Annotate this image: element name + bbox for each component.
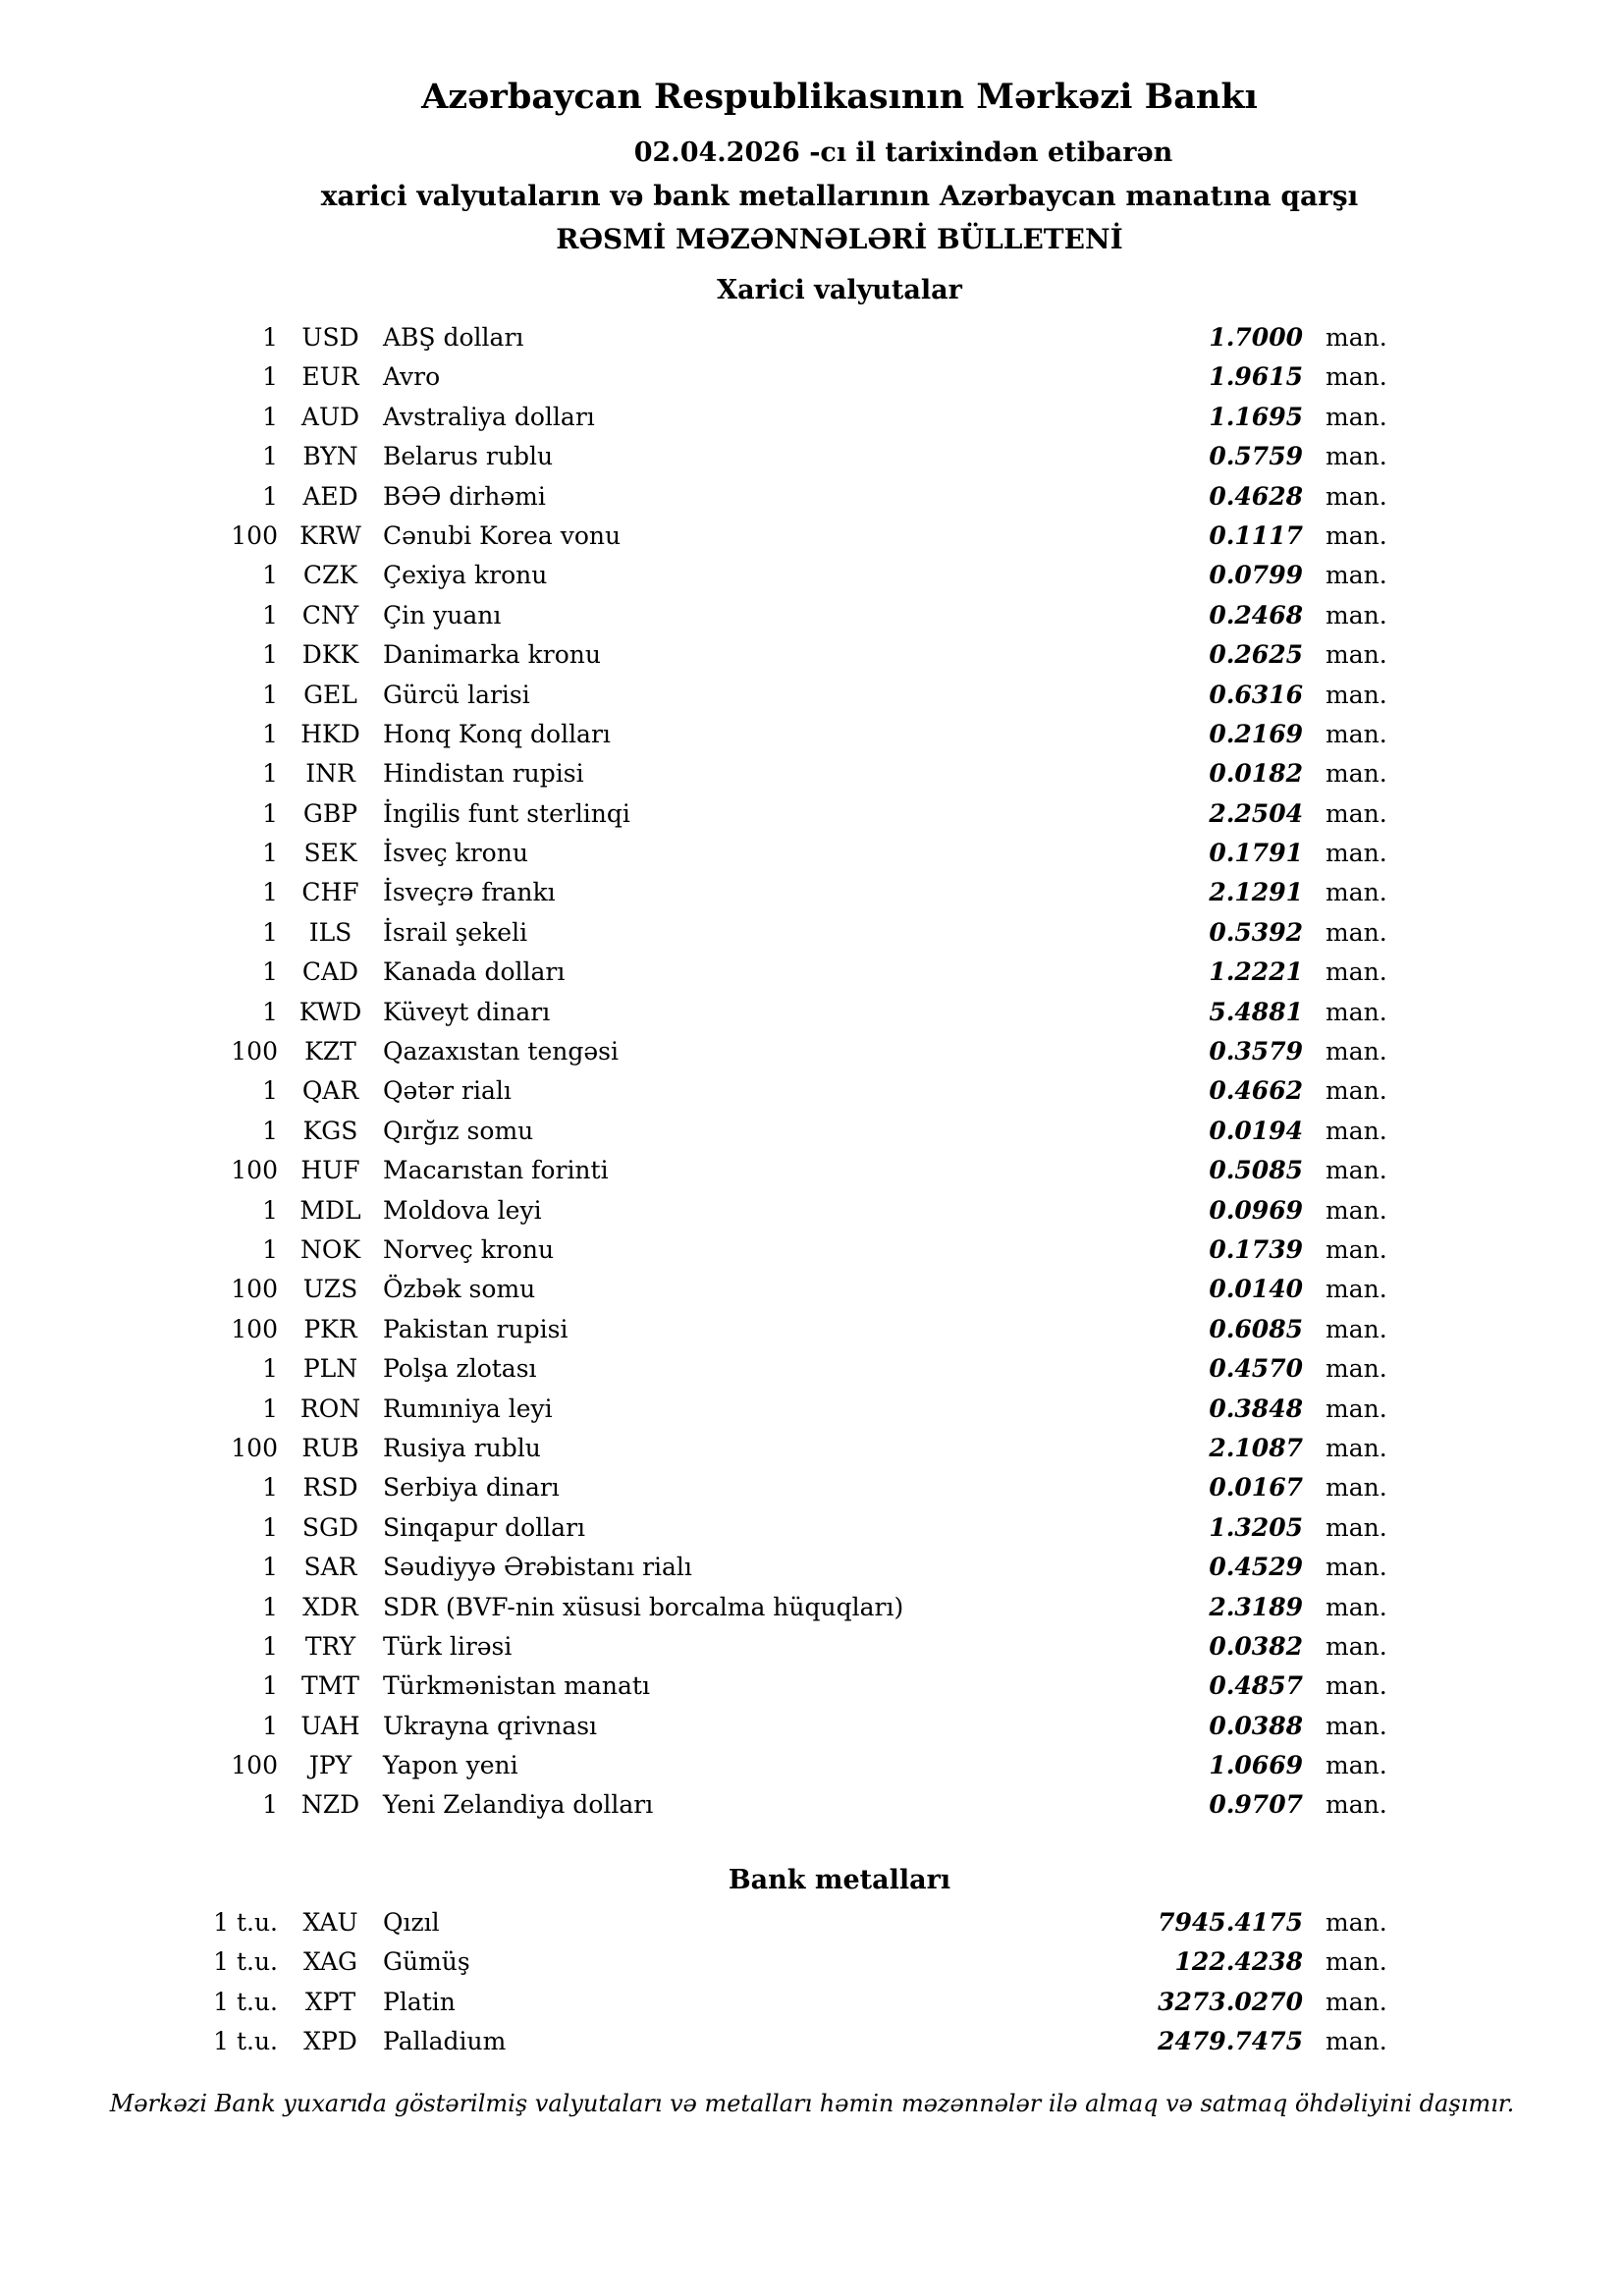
row-quantity: 1 t.u.: [213, 1947, 278, 1977]
unit-label: man.: [1326, 1076, 1387, 1106]
unit-label: man.: [1326, 1671, 1387, 1701]
rate-row: [0, 357, 1624, 397]
currency-name: Qızıl: [383, 1908, 440, 1937]
exchange-rate: 0.5759: [1209, 442, 1303, 471]
rate-row: [0, 715, 1624, 754]
currency-code: ILS: [308, 917, 352, 947]
unit-label: man.: [1326, 680, 1387, 709]
section-heading-currencies: Xarici valyutalar: [717, 275, 962, 305]
exchange-rate: 0.0182: [1209, 759, 1303, 789]
currency-code: USD: [301, 323, 359, 352]
exchange-rate: 1.9615: [1209, 362, 1303, 392]
currency-code: KZT: [304, 1037, 356, 1066]
currency-code: JPY: [308, 1751, 352, 1780]
currency-code: AED: [302, 481, 358, 511]
section-heading-metals: Bank metalları: [728, 1865, 951, 1895]
exchange-rate: 0.2625: [1209, 640, 1303, 670]
unit-label: man.: [1326, 1275, 1387, 1304]
row-quantity: 100: [231, 1275, 278, 1304]
row-quantity: 1: [262, 600, 278, 629]
bulletin-title: RƏSMİ MƏZƏNNƏLƏRİ BÜLLETENİ: [556, 223, 1123, 255]
currency-code: RSD: [302, 1473, 358, 1503]
rate-row: [0, 556, 1624, 595]
rate-row: [0, 1627, 1624, 1667]
exchange-rate: 0.0382: [1209, 1631, 1303, 1661]
currency-name: Hindistan rupisi: [383, 759, 584, 789]
currency-name: Serbiya dinarı: [383, 1473, 560, 1503]
row-quantity: 1: [262, 680, 278, 709]
currency-code: UAH: [300, 1711, 360, 1740]
rate-row: [0, 1468, 1624, 1507]
currency-name: Özbək somu: [383, 1275, 536, 1304]
currency-code: TRY: [304, 1631, 356, 1661]
rate-row: [0, 754, 1624, 793]
row-quantity: 1: [262, 917, 278, 947]
unit-label: man.: [1326, 1394, 1387, 1423]
unit-label: man.: [1326, 520, 1387, 550]
rate-row: [0, 1310, 1624, 1349]
currency-name: İsveçrə frankı: [383, 878, 556, 907]
currency-rates-table: [0, 318, 1624, 1826]
unit-label: man.: [1326, 323, 1387, 352]
effective-date-line: 02.04.2026 -cı il tarixindən etibarən: [633, 137, 1173, 168]
unit-label: man.: [1326, 1037, 1387, 1066]
currency-name: Kanada dolları: [383, 957, 566, 987]
exchange-rate: 122.4238: [1174, 1947, 1303, 1977]
unit-label: man.: [1326, 481, 1387, 511]
exchange-rate: 0.4628: [1209, 481, 1303, 511]
exchange-rate: 0.4662: [1209, 1076, 1303, 1106]
currency-code: EUR: [301, 362, 359, 392]
currency-code: GBP: [302, 798, 358, 828]
currency-name: Türkmənistan manatı: [383, 1671, 650, 1701]
currency-code: CNY: [301, 600, 359, 629]
exchange-rate: 0.9707: [1209, 1790, 1303, 1820]
exchange-rate: 0.0167: [1209, 1473, 1303, 1503]
currency-code: PKR: [303, 1314, 357, 1343]
rate-row: [0, 1548, 1624, 1587]
currency-code: HUF: [300, 1156, 360, 1185]
exchange-rate: 0.2169: [1209, 719, 1303, 748]
currency-code: XAG: [303, 1947, 357, 1977]
currency-name: ABŞ dolları: [383, 323, 524, 352]
currency-name: Çexiya kronu: [383, 561, 548, 590]
currency-name: Sinqapur dolları: [383, 1512, 586, 1542]
currency-code: XPD: [303, 2027, 357, 2056]
row-quantity: 1: [262, 719, 278, 748]
row-quantity: 100: [231, 1433, 278, 1462]
exchange-rate: 0.0969: [1209, 1195, 1303, 1225]
row-quantity: 1: [262, 442, 278, 471]
exchange-rate: 7945.4175: [1158, 1908, 1303, 1937]
currency-code: TMT: [301, 1671, 359, 1701]
unit-label: man.: [1326, 442, 1387, 471]
currency-name: Səudiyyə Ərəbistanı rialı: [383, 1553, 692, 1582]
exchange-rate: 0.0194: [1209, 1116, 1303, 1145]
exchange-rate: 1.2221: [1209, 957, 1303, 987]
unit-label: man.: [1326, 2027, 1387, 2056]
currency-name: Türk lirəsi: [383, 1631, 513, 1661]
unit-label: man.: [1326, 1790, 1387, 1820]
currency-code: CHF: [301, 878, 359, 907]
row-quantity: 1: [262, 798, 278, 828]
currency-code: RUB: [301, 1433, 359, 1462]
currency-name: Avstraliya dolları: [383, 402, 595, 431]
rate-row: [0, 477, 1624, 517]
currency-code: HKD: [300, 719, 360, 748]
row-quantity: 1: [262, 957, 278, 987]
rate-row: [0, 794, 1624, 834]
exchange-rate: 1.3205: [1209, 1512, 1303, 1542]
currency-name: Norveç kronu: [383, 1234, 555, 1264]
exchange-rate: 2.1087: [1209, 1433, 1303, 1462]
exchange-rate: 3273.0270: [1158, 1987, 1303, 2016]
exchange-rate: 0.6316: [1209, 680, 1303, 709]
currency-name: Platin: [383, 1987, 456, 2016]
currency-code: CAD: [301, 957, 359, 987]
unit-label: man.: [1326, 1195, 1387, 1225]
unit-label: man.: [1326, 1947, 1387, 1977]
row-quantity: 1: [262, 839, 278, 868]
unit-label: man.: [1326, 957, 1387, 987]
unit-label: man.: [1326, 917, 1387, 947]
row-quantity: 100: [231, 1751, 278, 1780]
currency-name: Macarıstan forinti: [383, 1156, 609, 1185]
unit-label: man.: [1326, 1433, 1387, 1462]
page-title: Azərbaycan Respublikasının Mərkəzi Bankı: [421, 77, 1258, 117]
exchange-rate: 0.1117: [1209, 520, 1303, 550]
exchange-rate: 1.1695: [1209, 402, 1303, 431]
rate-row: [0, 1270, 1624, 1309]
rate-row: [0, 1942, 1624, 1982]
rate-row: [0, 635, 1624, 675]
row-quantity: 1: [262, 561, 278, 590]
row-quantity: 1: [262, 1631, 278, 1661]
currency-code: SGD: [301, 1512, 359, 1542]
exchange-rate: 2479.7475: [1158, 2027, 1303, 2056]
row-quantity: 1: [262, 1553, 278, 1582]
row-quantity: 1: [262, 1354, 278, 1384]
rate-row: [0, 1667, 1624, 1706]
rate-row: [0, 676, 1624, 715]
currency-name: Honq Konq dolları: [383, 719, 611, 748]
currency-name: Palladium: [383, 2027, 507, 2056]
exchange-rate: 0.3848: [1209, 1394, 1303, 1423]
rate-row: [0, 1071, 1624, 1111]
unit-label: man.: [1326, 1631, 1387, 1661]
row-quantity: 1: [262, 1671, 278, 1701]
unit-label: man.: [1326, 839, 1387, 868]
row-quantity: 1: [262, 362, 278, 392]
row-quantity: 1: [262, 759, 278, 789]
unit-label: man.: [1326, 600, 1387, 629]
row-quantity: 1: [262, 878, 278, 907]
currency-name: Yapon yeni: [383, 1751, 518, 1780]
currency-name: Cənubi Korea vonu: [383, 520, 622, 550]
currency-code: CZK: [302, 561, 358, 590]
row-quantity: 1 t.u.: [213, 2027, 278, 2056]
row-quantity: 100: [231, 1037, 278, 1066]
exchange-rate: 1.0669: [1209, 1751, 1303, 1780]
rate-row: [0, 1903, 1624, 1942]
exchange-rate: 0.4570: [1209, 1354, 1303, 1384]
currency-code: SAR: [303, 1553, 357, 1582]
row-quantity: 1: [262, 1076, 278, 1106]
rate-row: [0, 834, 1624, 873]
rate-row: [0, 398, 1624, 437]
unit-label: man.: [1326, 640, 1387, 670]
row-quantity: 1: [262, 1592, 278, 1621]
unit-label: man.: [1326, 1314, 1387, 1343]
exchange-rate: 0.5085: [1209, 1156, 1303, 1185]
rate-row: [0, 913, 1624, 953]
rate-row: [0, 1032, 1624, 1071]
rate-row: [0, 873, 1624, 912]
exchange-rate: 1.7000: [1209, 323, 1303, 352]
rate-row: [0, 1230, 1624, 1270]
row-quantity: 1: [262, 481, 278, 511]
currency-name: Ukrayna qrivnası: [383, 1711, 598, 1740]
currency-name: Polşa zlotası: [383, 1354, 537, 1384]
footer-note: Mərkəzi Bank yuxarıda göstərilmiş valyutaları və metalları həmin məzənnələr ilə almaq və satmaq öhdəliyini daşımır.: [109, 2090, 1515, 2117]
rate-row: [0, 953, 1624, 992]
rate-row: [0, 1508, 1624, 1548]
subtitle: xarici valyutaların və bank metallarının Azərbaycan manatına qarşı: [320, 180, 1359, 212]
unit-label: man.: [1326, 1234, 1387, 1264]
exchange-rate: 0.6085: [1209, 1314, 1303, 1343]
rate-row: [0, 1151, 1624, 1190]
unit-label: man.: [1326, 561, 1387, 590]
exchange-rate: 0.2468: [1209, 600, 1303, 629]
currency-code: AUD: [300, 402, 360, 431]
currency-name: Qırğız somu: [383, 1116, 534, 1145]
currency-name: Rumıniya leyi: [383, 1394, 553, 1423]
unit-label: man.: [1326, 1512, 1387, 1542]
currency-code: KRW: [299, 520, 361, 550]
exchange-rate: 0.4529: [1209, 1553, 1303, 1582]
row-quantity: 1: [262, 997, 278, 1026]
currency-name: Yeni Zelandiya dolları: [383, 1790, 654, 1820]
exchange-rate: 0.5392: [1209, 917, 1303, 947]
unit-label: man.: [1326, 1156, 1387, 1185]
exchange-rate: 0.1791: [1209, 839, 1303, 868]
currency-code: RON: [299, 1394, 361, 1423]
rate-row: [0, 1983, 1624, 2022]
exchange-rate: 0.0140: [1209, 1275, 1303, 1304]
row-quantity: 1: [262, 1234, 278, 1264]
unit-label: man.: [1326, 1473, 1387, 1503]
unit-label: man.: [1326, 719, 1387, 748]
currency-code: UZS: [302, 1275, 358, 1304]
currency-name: Moldova leyi: [383, 1195, 542, 1225]
row-quantity: 1: [262, 1116, 278, 1145]
currency-name: Çin yuanı: [383, 600, 502, 629]
row-quantity: 1: [262, 323, 278, 352]
currency-code: XPT: [304, 1987, 356, 2016]
unit-label: man.: [1326, 878, 1387, 907]
rate-row: [0, 318, 1624, 357]
exchange-rate: 0.0799: [1209, 561, 1303, 590]
currency-code: BYN: [302, 442, 358, 471]
currency-code: DKK: [301, 640, 359, 670]
currency-name: Gürcü larisi: [383, 680, 530, 709]
exchange-rate: 0.3579: [1209, 1037, 1303, 1066]
currency-name: Qazaxıstan tengəsi: [383, 1037, 619, 1066]
currency-code: KWD: [298, 997, 362, 1026]
row-quantity: 1: [262, 1394, 278, 1423]
rate-row: [0, 1707, 1624, 1746]
row-quantity: 1: [262, 1195, 278, 1225]
exchange-rate: 5.4881: [1209, 997, 1303, 1026]
rate-row: [0, 437, 1624, 476]
rate-row: [0, 1429, 1624, 1468]
currency-name: Rusiya rublu: [383, 1433, 541, 1462]
unit-label: man.: [1326, 997, 1387, 1026]
rate-row: [0, 1588, 1624, 1627]
unit-label: man.: [1326, 1116, 1387, 1145]
currency-code: SEK: [303, 839, 357, 868]
row-quantity: 1: [262, 1790, 278, 1820]
unit-label: man.: [1326, 1908, 1387, 1937]
exchange-rate: 2.1291: [1209, 878, 1303, 907]
unit-label: man.: [1326, 1711, 1387, 1740]
currency-name: Danimarka kronu: [383, 640, 601, 670]
row-quantity: 100: [231, 1156, 278, 1185]
exchange-rate: 0.1739: [1209, 1234, 1303, 1264]
currency-code: NOK: [299, 1234, 361, 1264]
rate-row: [0, 1390, 1624, 1429]
currency-code: QAR: [301, 1076, 359, 1106]
currency-code: PLN: [302, 1354, 358, 1384]
row-quantity: 1: [262, 402, 278, 431]
rate-row: [0, 1746, 1624, 1785]
currency-name: Pakistan rupisi: [383, 1314, 568, 1343]
currency-code: KGS: [302, 1116, 358, 1145]
unit-label: man.: [1326, 798, 1387, 828]
row-quantity: 1: [262, 1512, 278, 1542]
rate-row: [0, 1112, 1624, 1151]
exchange-rate: 0.0388: [1209, 1711, 1303, 1740]
unit-label: man.: [1326, 1592, 1387, 1621]
unit-label: man.: [1326, 402, 1387, 431]
unit-label: man.: [1326, 1751, 1387, 1780]
unit-label: man.: [1326, 362, 1387, 392]
currency-name: Belarus rublu: [383, 442, 554, 471]
row-quantity: 1 t.u.: [213, 1908, 278, 1937]
currency-code: GEL: [303, 680, 357, 709]
row-quantity: 1 t.u.: [213, 1987, 278, 2016]
currency-code: MDL: [299, 1195, 361, 1225]
rate-row: [0, 1191, 1624, 1230]
metal-rates-table: [0, 1903, 1624, 2062]
row-quantity: 1: [262, 640, 278, 670]
currency-code: XDR: [302, 1592, 358, 1621]
currency-name: İsrail şekeli: [383, 917, 528, 947]
currency-name: Gümüş: [383, 1947, 470, 1977]
currency-name: Avro: [383, 362, 441, 392]
unit-label: man.: [1326, 1987, 1387, 2016]
currency-name: BƏƏ dirhəmi: [383, 481, 546, 511]
exchange-rate: 2.3189: [1209, 1592, 1303, 1621]
row-quantity: 1: [262, 1473, 278, 1503]
row-quantity: 100: [231, 520, 278, 550]
currency-name: İngilis funt sterlinqi: [383, 798, 630, 828]
rate-row: [0, 517, 1624, 556]
rate-row: [0, 1349, 1624, 1389]
exchange-rate: 0.4857: [1209, 1671, 1303, 1701]
unit-label: man.: [1326, 759, 1387, 789]
rate-row: [0, 993, 1624, 1032]
currency-name: Qətər rialı: [383, 1076, 512, 1106]
rate-row: [0, 596, 1624, 635]
unit-label: man.: [1326, 1553, 1387, 1582]
unit-label: man.: [1326, 1354, 1387, 1384]
currency-code: INR: [305, 759, 355, 789]
row-quantity: 100: [231, 1314, 278, 1343]
rate-row: [0, 2022, 1624, 2061]
currency-code: XAU: [302, 1908, 358, 1937]
exchange-rate: 2.2504: [1209, 798, 1303, 828]
rate-row: [0, 1785, 1624, 1825]
currency-name: Küveyt dinarı: [383, 997, 551, 1026]
currency-code: NZD: [300, 1790, 360, 1820]
currency-name: SDR (BVF-nin xüsusi borcalma hüquqları): [383, 1592, 904, 1621]
currency-name: İsveç kronu: [383, 839, 528, 868]
row-quantity: 1: [262, 1711, 278, 1740]
